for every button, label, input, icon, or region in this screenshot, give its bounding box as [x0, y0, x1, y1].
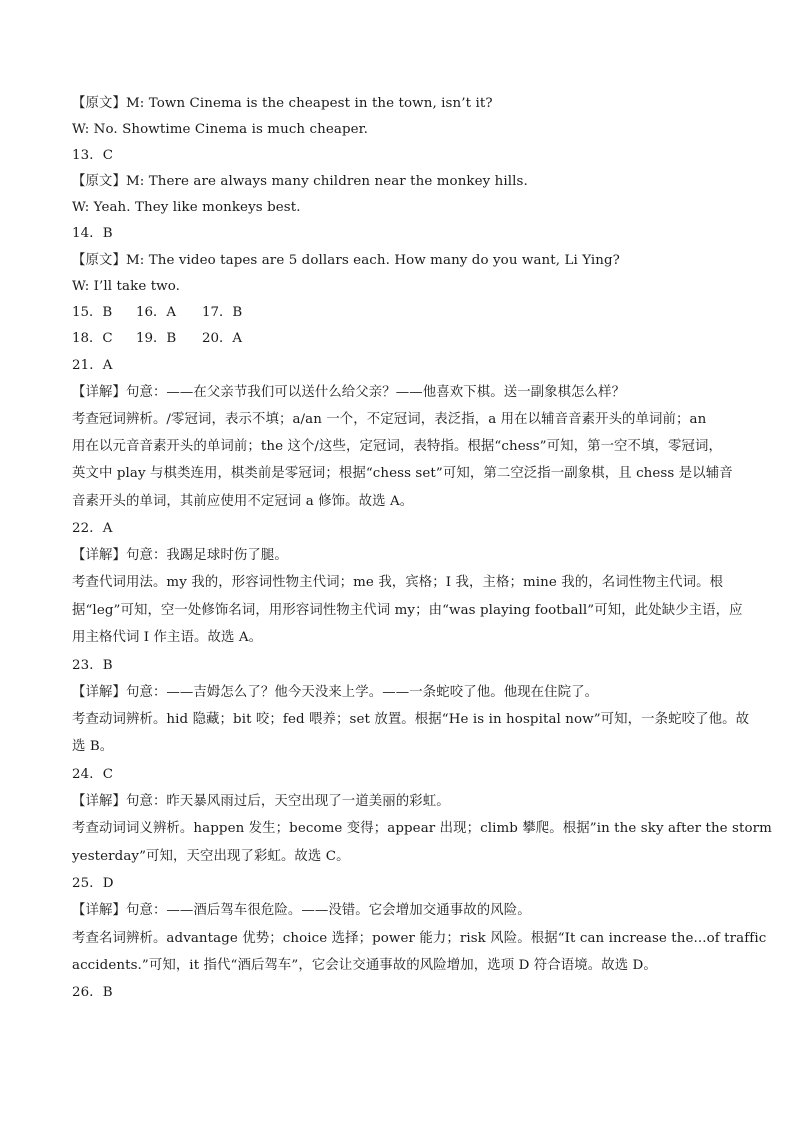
- text-line: 【原文】M: The video tapes are 5 dollars each. How many do you want, Li Ying?: [72, 253, 620, 268]
- text-line: W: No. Showtime Cinema is much cheaper.: [72, 122, 369, 137]
- text-line: 考查冠词辨析。/零冠词，表示不填；a/an 一个，不定冠词，表泛指，a 用在以辅音音素开头的单词前；an: [72, 412, 707, 427]
- answer-item: 18．C: [72, 331, 113, 346]
- text-line: 【详解】句意：——在父亲节我们可以送什么给父亲？——他喜欢下棋。送一副象棋怎么样？: [72, 385, 626, 400]
- text-line: 用主格代词 I 作主语。故选 A。: [72, 630, 263, 645]
- question-number: 23．B: [72, 658, 113, 673]
- answer-item: 19．B: [136, 331, 177, 346]
- text-line: W: Yeah. They like monkeys best.: [72, 200, 301, 215]
- question-number: 13．C: [72, 148, 114, 163]
- text-line: 选 B。: [72, 739, 114, 754]
- text-line: accidents.”可知，it 指代“酒后驾车”，它会让交通事故的风险增加，选项 D 符合语境。故选 D。: [72, 958, 657, 973]
- text-line: 英文中 play 与棋类连用，棋类前是零冠词；根据“chess set”可知，第二空泛指一副象棋，且 chess 是以辅音: [72, 466, 733, 481]
- text-line: 【详解】句意：——酒后驾车很危险。——没错。它会增加交通事故的风险。: [72, 903, 531, 918]
- answer-item: 16．A: [136, 305, 177, 320]
- text-line: 考查代词用法。my 我的，形容词性物主代词；me 我，宾格；I 我，主格；mine 我的，名词性物主代词。根: [72, 575, 724, 590]
- question-number: 26．B: [72, 985, 113, 1000]
- text-line: 考查动词词义辨析。happen 发生；become 变得；appear 出现；climb 攀爬。根据”in the sky after the storm: [72, 821, 772, 836]
- question-number: 24．C: [72, 767, 114, 782]
- text-line: yesterday”可知，天空出现了彩虹。故选 C。: [72, 849, 350, 864]
- text-line: W: I’ll take two.: [72, 279, 181, 294]
- text-line: 用在以元音音素开头的单词前；the 这个/这些，定冠词，表特指。根据“chess”可知，第一空不填，零冠词，: [72, 439, 722, 454]
- question-number: 14．B: [72, 226, 113, 241]
- text-line: 音素开头的单词，其前应使用不定冠词 a 修饰。故选 A。: [72, 494, 414, 509]
- text-line: 【原文】M: There are always many children near the monkey hills.: [72, 174, 528, 189]
- text-line: 【详解】句意：我踢足球时伤了腿。: [72, 548, 288, 563]
- text-line: 【详解】句意：——吉姆怎么了？他今天没来上学。——一条蛇咬了他。他现在住院了。: [72, 685, 599, 700]
- question-number: 22．A: [72, 521, 113, 536]
- text-line: 【原文】M: Town Cinema is the cheapest in the town, isn’t it?: [72, 96, 493, 111]
- question-number: 21．A: [72, 358, 113, 373]
- text-line: 据“leg”可知，空一处修饰名词，用形容词性物主代词 my；由“was playing football”可知，此处缺少主语，应: [72, 603, 743, 618]
- text-line: 考查名词辨析。advantage 优势；choice 选择；power 能力；risk 风险。根据“It can increase the...of traffic: [72, 931, 767, 946]
- text-line: 【详解】句意：昨天暴风雨过后，天空出现了一道美丽的彩虹。: [72, 794, 450, 809]
- answer-item: 20．A: [202, 331, 243, 346]
- answer-item: 15．B: [72, 305, 113, 320]
- question-number: 25．D: [72, 876, 114, 891]
- answer-item: 17．B: [202, 305, 243, 320]
- text-line: 考查动词辨析。hid 隐藏；bit 咬；fed 喂养；set 放置。根据“He is in hospital now”可知，一条蛇咬了他。故: [72, 712, 750, 727]
